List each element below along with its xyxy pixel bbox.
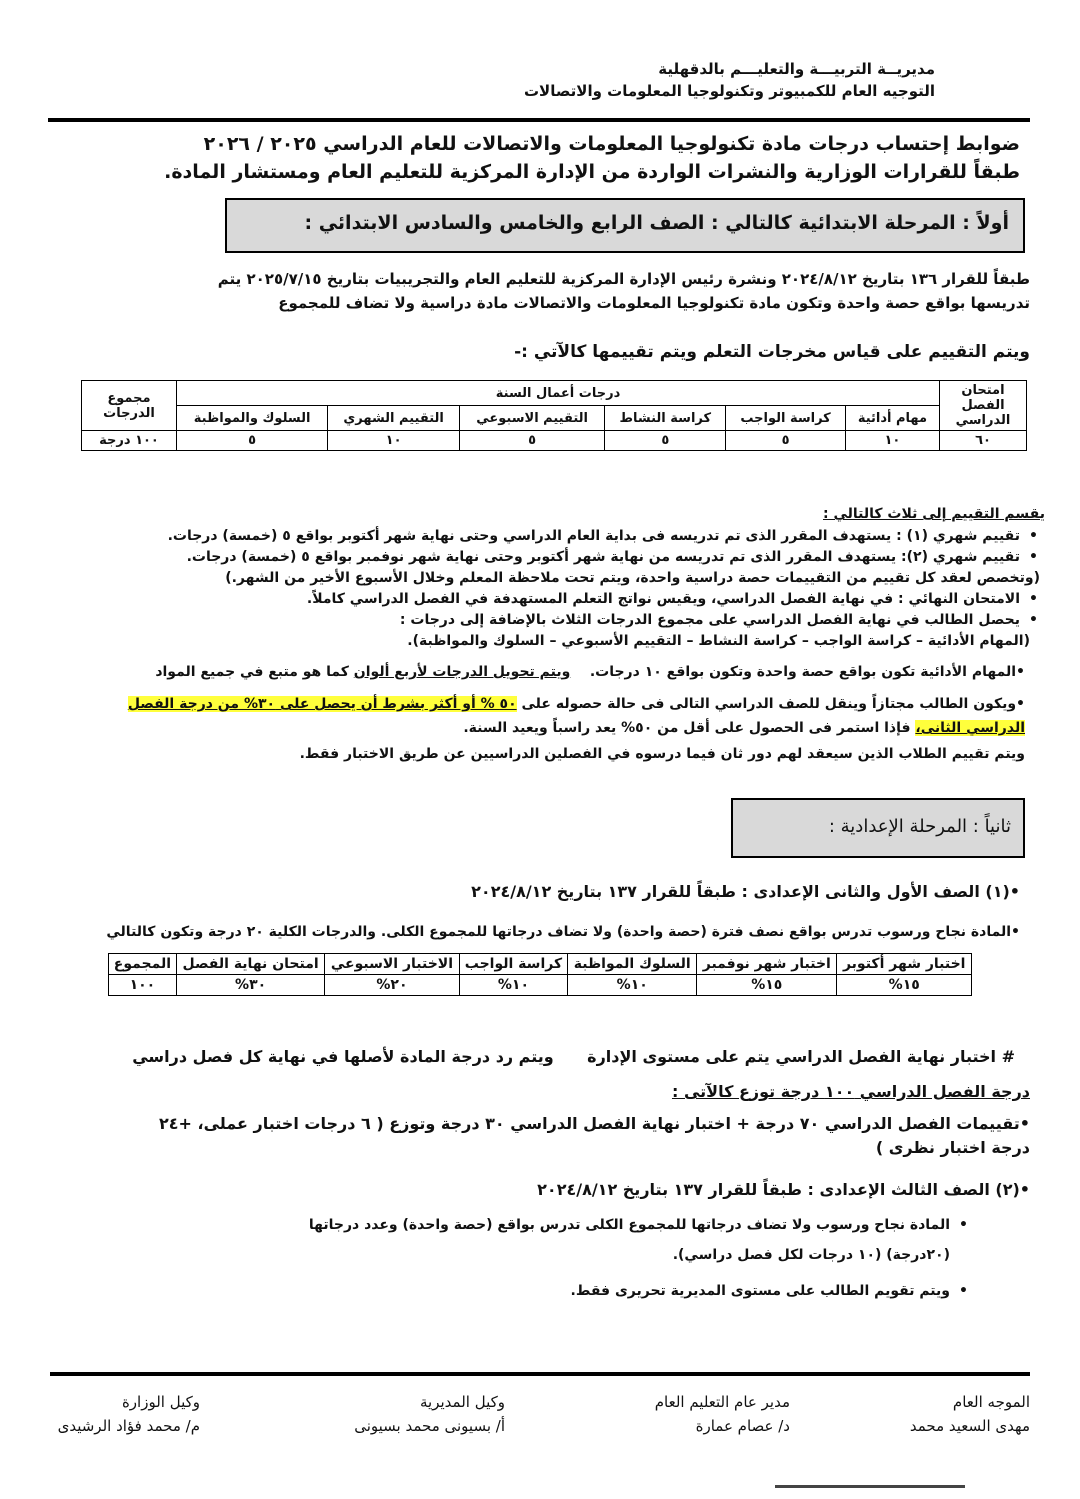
signature-title: وكيل المديرية — [420, 1393, 505, 1411]
note-hash-line — [55, 1045, 1015, 1069]
section2-heading-box — [731, 798, 1025, 858]
note-text: المهام الأدائية تكون بواقع حصة واحدة وتكون بواقع ١٠ درجات. — [589, 664, 1017, 680]
primary-grades-table — [81, 380, 1027, 451]
header — [524, 58, 935, 102]
eval-line-2: درجة اختبار نظرى ) — [875, 1138, 1030, 1157]
signature-name: م/ محمد فؤاد الرشيدى — [57, 1417, 200, 1435]
col-header: المجموع — [109, 954, 177, 975]
list-item: • تقييم شهري (٢): يستهدف المقرر الذى تم تدريسه من نهاية شهر أكتوبر وحتى نهاية شهر نوفمبر بواقع ٥ (خمسة) درجات. — [60, 547, 1020, 568]
signature-name: مهدى السعيد محمد — [909, 1417, 1030, 1435]
eval-line-1: تقييمات الفصل الدراسي ٧٠ درجة + اختبار نهاية الفصل الدراسي ٣٠ درجة وتوزع ( ٦ درجات اختبار عملى، +٢٤ — [158, 1114, 1020, 1133]
prep-grades-table — [108, 953, 972, 996]
section2-sub1-text: •المادة نجاح ورسوب تدرس بواقع نصف فترة (حصة واحدة) ولا تضاف درجاتها للمجموع الكلى. والدرجات الكلية ٢٠ درجة وتكون كالتالي — [106, 924, 1020, 940]
cell-value: ١٠ — [845, 431, 939, 451]
cell-value: ٥ — [459, 431, 604, 451]
list-item: • المادة نجاح ورسوب ولا تضاف درجاتها للمجموع الكلى تدرس بواقع (حصة واحدة) وعدد درجاتها — [50, 1210, 950, 1240]
note-text: فإذا استمر فى الحصول على أقل من ٥٠% يعد راسباً ويعيد السنة. — [463, 720, 911, 736]
title-line-2: طبقاً للقرارات الوزارية والنشرات الواردة من الإدارة المركزية للتعليم العام ومستشار المادة. — [164, 161, 1020, 183]
col-header: التقييم الشهري — [328, 406, 460, 431]
signature-name: أ/ بسيونى محمد بسيونى — [354, 1417, 505, 1435]
signature-title: وكيل الوزارة — [121, 1393, 200, 1411]
sub1-text: (١) الصف الأول والثانى الإعدادى : طبقاً للقرار ١٣٧ بتاريخ ٢٠٢٤/٨/١٢ — [471, 882, 1010, 901]
signature-title: مدير عام التعليم العام — [654, 1393, 790, 1411]
exam-value: ٦٠ — [940, 431, 1027, 451]
bottom-rule — [50, 1372, 1030, 1376]
col-header: اختبار شهر أكتوبر — [837, 954, 972, 975]
section2-heading: ثانياً : المرحلة الإعدادية : — [828, 816, 1011, 837]
cell-value: ٥ — [177, 431, 328, 451]
list-item: (المهام الأدائية – كراسة الواجب – كراسة النشاط – التقييم الأسبوعي – السلوك والمواظبة). — [407, 633, 1030, 649]
col-header: الاختبار الاسبوعي — [325, 954, 459, 975]
intro-line-3: ويتم التقييم على قياس مخرجات التعلم ويتم تقييمها كالآتي :- — [514, 342, 1030, 362]
sub2-list — [50, 1210, 950, 1306]
col-header: كراسة النشاط — [605, 406, 726, 431]
evaluation-breakdown: •تقييمات الفصل الدراسي ٧٠ درجة + اختبار نهاية الفصل الدراسي ٣٠ درجة وتوزع ( ٦ درجات اختبار عملى، +٢٤ درجة اختبار نظرى ) — [50, 1112, 1030, 1160]
section2-sub2: •(٢) الصف الثالث الإعدادى : طبقاً للقرار ١٣٧ بتاريخ ٢٠٢٤/٨/١٢ — [537, 1180, 1030, 1199]
section1-heading-box — [225, 198, 1025, 253]
split-heading: يقسم التقييم إلى ثلاث كالتالي : — [822, 506, 1045, 522]
list-item: • الامتحان النهائي : في نهاية الفصل الدراسي، ويقيس نواتج التعلم المستهدفة في الفصل الدراسي كاملاً. — [60, 589, 1020, 610]
section1-heading: أولاً : المرحلة الابتدائية كالتالي : الصف الرابع والخامس والسادس الابتدائي : — [304, 212, 1009, 234]
note-performance-tasks: •المهام الأدائية تكون بواقع حصة واحدة وتكون بواقع ١٠ درجات. ويتم تحويل الدرجات لأربع ألوان كما هو متبع في جميع المواد — [155, 664, 1025, 680]
cell-value: ١٠% — [459, 975, 568, 996]
cell-value: ١٠٠ — [109, 975, 177, 996]
year-work-header: درجات أعمال السنة — [177, 381, 940, 406]
signature-title: الموجه العام — [952, 1393, 1030, 1411]
col-header: السلوك المواظبة — [568, 954, 697, 975]
note-highlight: ٥٠ % أو أكثر بشرط أن يحصل على ٣٠% من درجة الفصل — [127, 696, 517, 712]
note-hash: # اختبار نهاية الفصل الدراسي يتم على مستوى الإدارة — [587, 1047, 1015, 1066]
signature-name: د/ عصام عمارة — [695, 1417, 790, 1435]
note-hash-2: ويتم رد درجة المادة لأصلها في نهاية كل فصل دراسي — [132, 1047, 554, 1066]
header-department: التوجيه العام للكمبيوتر وتكنولوجيا المعلومات والاتصالات — [523, 82, 935, 100]
intro-line-2: تدريسها بواقع حصة واحدة وتكون مادة تكنولوجيا المعلومات والاتصالات مادة دراسية ولا تضاف للمجموع — [278, 294, 1030, 312]
cell-value: ١٠ — [328, 431, 460, 451]
col-header: كراسة الواجب — [459, 954, 568, 975]
list-item: • يحصل الطالب في نهاية الفصل الدراسي على مجموع الدرجات الثلاث بالإضافة إلى درجات : — [60, 610, 1020, 631]
list-item: (٢٠درجة) (١٠ درجات لكل فصل دراسي). — [672, 1247, 950, 1263]
section1-intro — [50, 267, 1030, 315]
sub1-desc: المادة نجاح ورسوب تدرس بواقع نصف فترة (حصة واحدة) ولا تضاف درجاتها للمجموع الكلى. والدرجات الكلية ٢٠ درجة وتكون كالتالي — [106, 924, 1012, 940]
page-edge-mark — [775, 1485, 965, 1488]
note-highlight: الدراسي الثانى، — [915, 720, 1025, 736]
title-line-1: ضوابط إحتساب درجات مادة تكنولوجيا المعلومات والاتصالات للعام الدراسي ٢٠٢٥ / ٢٠٢٦ — [203, 133, 1020, 155]
note-second-round: ويتم تقييم الطلاب الذين سيعقد لهم دور ثان فيما درسوه في الفصلين الدراسيين عن طريق الاختبار فقط. — [299, 746, 1025, 762]
note-pass-rule: •ويكون الطالب مجتازاً وينقل للصف الدراسي التالى فى حالة حصوله على ٥٠ % أو أكثر بشرط أن يحصل على ٣٠% من درجة الفصل الدراسي الثانى، فإذا استمر فى الحصول على أقل من ٥٠% يعد راسباً ويعيد السنة. — [127, 696, 1025, 736]
header-directorate: مديريــة التربيـــة والتعليـــم بالدقهلية — [658, 60, 935, 78]
assessment-list — [60, 504, 1045, 652]
list-item: • ويتم تقويم الطالب على مستوى المديرية تحريرى فقط. — [50, 1276, 950, 1306]
signature-block — [354, 1390, 505, 1438]
note-text: ويكون الطالب مجتازاً وينقل للصف الدراسي التالى فى حالة حصوله على — [521, 696, 1017, 712]
signature-block — [58, 1390, 200, 1438]
cell-value: ١٠% — [568, 975, 697, 996]
cell-value: ٥ — [605, 431, 726, 451]
cell-value: ٢٠% — [325, 975, 459, 996]
col-header: امتحان نهاية الفصل — [176, 954, 325, 975]
grade-distribution: درجة الفصل الدراسي ١٠٠ درجة توزع كالآتى : — [671, 1082, 1030, 1101]
list-item: (وتخصص لعقد كل تقييم من التقييمات حصة دراسية واحدة، ويتم تحت ملاحظة المعلم وخلال الأسبوع الأخير من الشهر.) — [225, 570, 1040, 586]
document-title — [40, 130, 1020, 186]
col-header: كراسة الواجب — [726, 406, 846, 431]
intro-line-1: طبقاً للقرار ١٣٦ بتاريخ ٢٠٢٤/٨/١٢ ونشرة رئيس الإدارة المركزية للتعليم العام والتجريبيات بتاريخ ٢٠٢٥/٧/١٥ يتم — [217, 270, 1030, 288]
exam-header: امتحان الفصل الدراسي — [940, 381, 1027, 431]
list-item: • تقييم شهري (١) : يستهدف المقرر الذى تم تدريسه فى بداية العام الدراسي وحتى نهاية شهر أكتوبر بواقع ٥ (خمسة) درجات. — [60, 526, 1020, 547]
signature-block — [655, 1390, 790, 1438]
note-text: كما هو متبع في جميع المواد — [155, 664, 349, 680]
cell-value: ٣٠% — [176, 975, 325, 996]
col-header: التقييم الاسبوعي — [459, 406, 604, 431]
col-header: السلوك والمواظبة — [177, 406, 328, 431]
col-header: مهام أدائية — [845, 406, 939, 431]
sub2-text: (٢) الصف الثالث الإعدادى : طبقاً للقرار ١٣٧ بتاريخ ٢٠٢٤/٨/١٢ — [537, 1180, 1020, 1199]
col-header: اختبار شهر نوفمبر — [697, 954, 837, 975]
top-rule — [48, 118, 1030, 122]
total-header: مجموع الدرجات — [82, 381, 177, 431]
cell-value: ٥ — [726, 431, 846, 451]
signature-block — [910, 1390, 1030, 1438]
cell-value: ١٥% — [697, 975, 837, 996]
cell-value: ١٥% — [837, 975, 972, 996]
section2-sub1: •(١) الصف الأول والثانى الإعدادى : طبقاً للقرار ١٣٧ بتاريخ ٢٠٢٤/٨/١٢ — [471, 882, 1020, 901]
total-value: ١٠٠ درجة — [82, 431, 177, 451]
note-underlined: ويتم تحويل الدرجات لأربع ألوان — [353, 664, 571, 680]
